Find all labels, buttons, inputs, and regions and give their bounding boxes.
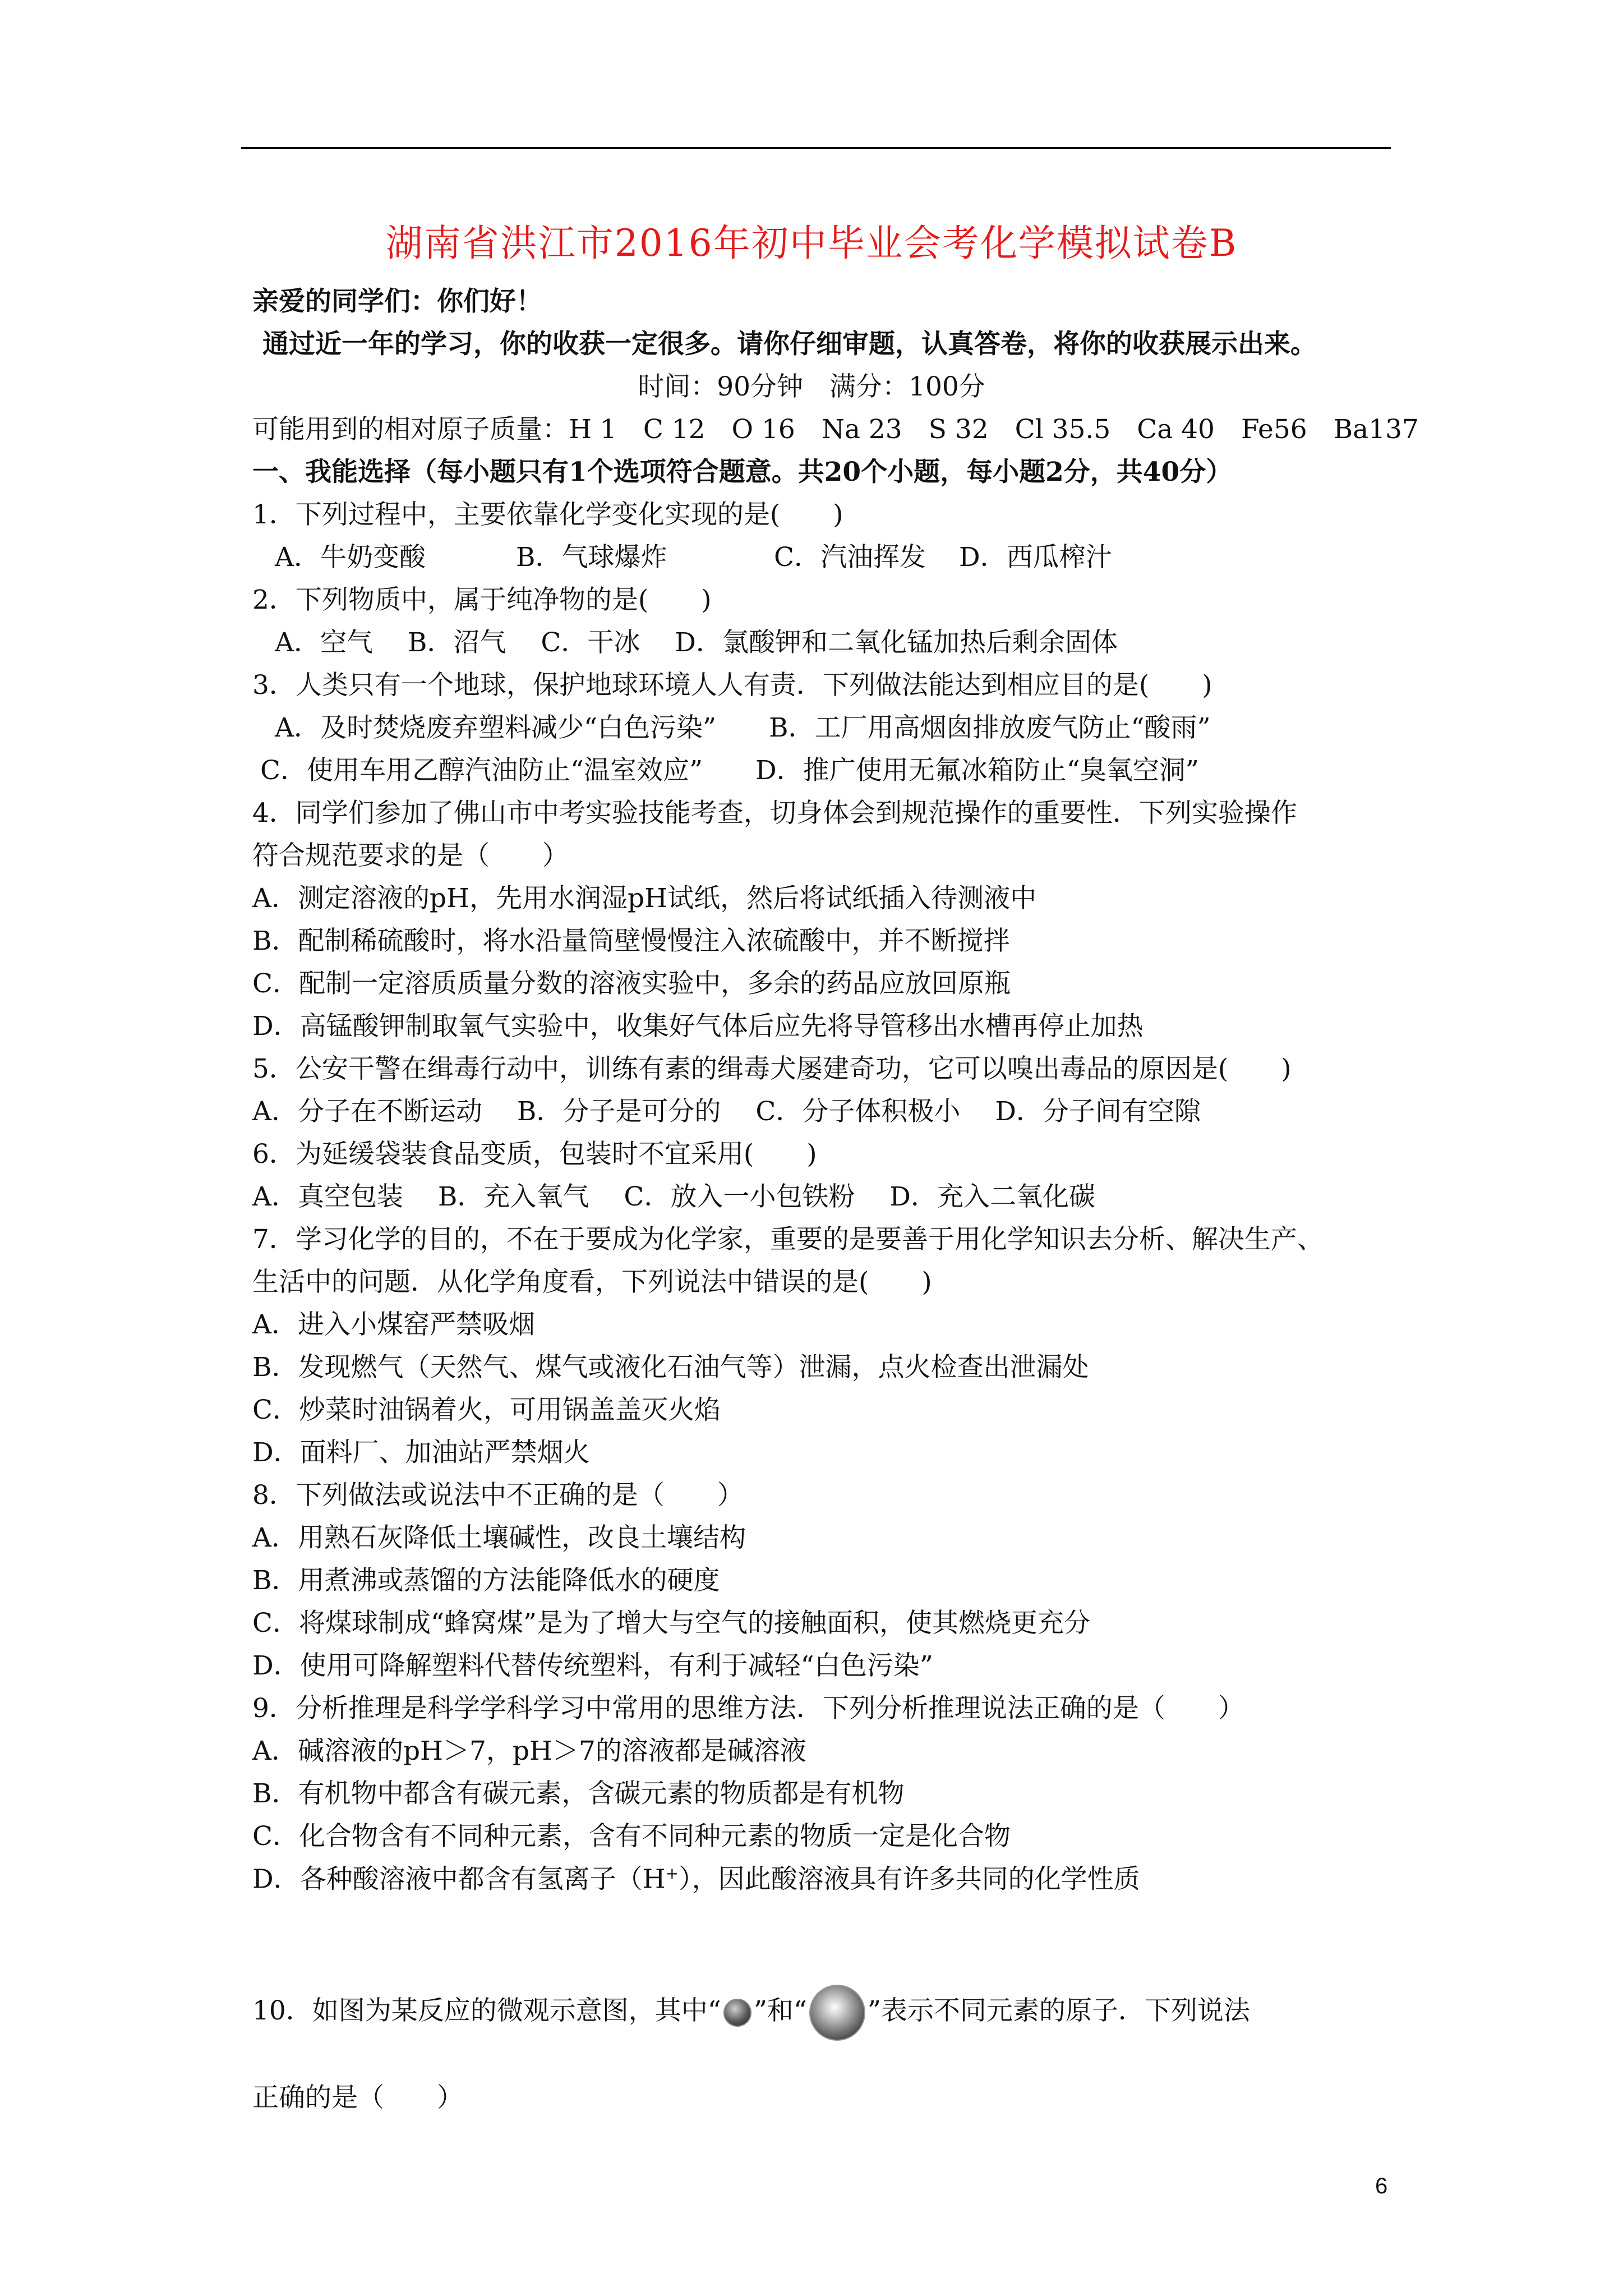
q9-option-c: C．化合物含有不同种元素，含有不同种元素的物质一定是化合物: [252, 1821, 1011, 1852]
q4-option-c: C．配制一定溶质质量分数的溶液实验中，多余的药品应放回原瓶: [252, 968, 1011, 999]
q4-stem-line1: 4．同学们参加了佛山市中考实验技能考查，切身体会到规范操作的重要性．下列实验操作: [252, 798, 1297, 829]
q6-stem: 6．为延缓袋装食品变质，包装时不宜采用( ): [252, 1139, 817, 1170]
page-title: 湖南省洪江市2016年初中毕业会考化学模拟试卷B: [385, 222, 1238, 265]
q7-option-c: C．炒菜时油锅着火，可用锅盖盖灭火焰: [252, 1395, 721, 1425]
q1-option-b: B．气球爆炸: [516, 542, 667, 573]
q7-option-d: D．面料厂、加油站严禁烟火: [252, 1437, 590, 1468]
q8-option-a: A．用熟石灰降低土壤碱性，改良土壤结构: [252, 1522, 746, 1553]
q2-stem: 2．下列物质中，属于纯净物的是( ): [252, 585, 712, 615]
intro: 通过近一年的学习，你的收获一定很多。请你仔细审题，认真答卷，将你的收获展示出来。: [262, 329, 1317, 360]
q5-stem: 5．公安干警在缉毒行动中，训练有素的缉毒犬屡建奇功，它可以嗅出毒品的原因是( ): [252, 1053, 1292, 1084]
q10-mid: ”和“: [753, 1995, 807, 2026]
page-number: 6: [1375, 2174, 1388, 2198]
q3-stem: 3．人类只有一个地球，保护地球环境人人有责．下列做法能达到相应目的是( ): [252, 670, 1212, 701]
atomic-mass: 可能用到的相对原子质量：H 1 C 12 O 16 Na 23 S 32 Cl 35.5 Ca 40 Fe56 Ba137: [252, 414, 1419, 445]
q9-option-d-post: ），因此酸溶液具有许多共同的化学性质: [679, 1864, 1140, 1895]
q4-option-a: A．测定溶液的pH，先用水润湿pH试纸，然后将试纸插入待测液中: [252, 883, 1037, 914]
q1-option-c: C．汽油挥发: [774, 542, 926, 573]
time-info: 时间：90分钟 满分：100分: [638, 371, 985, 402]
q3-options-ab: A．及时焚烧废弃塑料减少“白色污染” B．工厂用高烟囱排放废气防止“酸雨”: [275, 712, 1211, 743]
q10-pre: 10．如图为某反应的微观示意图，其中“: [252, 1995, 721, 2026]
section-heading: 一、我能选择（每小题只有1个选项符合题意。共20个小题，每小题2分，共40分）: [252, 457, 1233, 487]
q7-option-a: A．进入小煤窑严禁吸烟: [252, 1309, 535, 1340]
q9-option-d: [252, 1866, 1140, 1893]
q6-options: A．真空包装 B．充入氧气 C．放入一小包铁粉 D．充入二氧化碳: [252, 1181, 1095, 1212]
q4-option-b: B．配制稀硫酸时，将水沿量筒壁慢慢注入浓硫酸中，并不断搅拌: [252, 926, 1010, 956]
q10-stem-line1: [252, 1980, 1250, 2042]
q9-option-b: B．有机物中都含有碳元素，含碳元素的物质都是有机物: [252, 1778, 905, 1809]
q4-stem-line2: 符合规范要求的是（ ）: [252, 840, 569, 871]
greeting: 亲爱的同学们：你们好！: [252, 286, 542, 317]
header-rule: [241, 147, 1391, 149]
q4-option-d: D．高锰酸钾制取氧气实验中，收集好气体后应先将导管移出水槽再停止加热: [252, 1011, 1144, 1042]
q1-options: [275, 542, 1112, 573]
q10-post: ”表示不同元素的原子．下列说法: [867, 1995, 1250, 2026]
q1-option-a: A．牛奶变酸: [275, 542, 426, 573]
q7-stem-line2: 生活中的问题．从化学角度看，下列说法中错误的是( ): [252, 1267, 932, 1297]
q7-option-b: B．发现燃气（天然气、煤气或液化石油气等）泄漏，点火检查出泄漏处: [252, 1352, 1089, 1383]
large-atom-icon: [809, 1985, 865, 2041]
q8-stem: 8．下列做法或说法中不正确的是（ ）: [252, 1480, 744, 1511]
q8-option-c: C．将煤球制成“蜂窝煤”是为了增大与空气的接触面积，使其燃烧更充分: [252, 1608, 1091, 1639]
q5-options: A．分子在不断运动 B．分子是可分的 C．分子体积极小 D．分子间有空隙: [252, 1096, 1201, 1127]
q10-stem-line2: 正确的是（ ）: [252, 2082, 463, 2113]
q7-stem-line1: 7．学习化学的目的，不在于要成为化学家，重要的是要善于用化学知识去分析、解决生产、: [252, 1224, 1324, 1255]
q2-options: A．空气 B．沼气 C．干冰 D．氯酸钾和二氧化锰加热后剩余固体: [275, 627, 1118, 658]
small-atom-icon: [723, 1999, 751, 2027]
q9-option-d-sup: +: [665, 1864, 679, 1883]
q9-stem: 9．分析推理是科学学科学习中常用的思维方法．下列分析推理说法正确的是（ ）: [252, 1693, 1244, 1724]
q9-option-a: A．碱溶液的pH＞7，pH＞7的溶液都是碱溶液: [252, 1736, 806, 1766]
q3-options-cd: C．使用车用乙醇汽油防止“温室效应” D．推广使用无氟冰箱防止“臭氧空洞”: [260, 755, 1199, 786]
q1-option-d: D．西瓜榨汁: [959, 542, 1112, 573]
q1-stem: 1．下列过程中，主要依靠化学变化实现的是( ): [252, 499, 843, 530]
q8-option-b: B．用煮沸或蒸馏的方法能降低水的硬度: [252, 1565, 720, 1596]
q9-option-d-pre: D．各种酸溶液中都含有氢离子（H: [252, 1864, 666, 1895]
q8-option-d: D．使用可降解塑料代替传统塑料，有利于减轻“白色污染”: [252, 1650, 933, 1681]
